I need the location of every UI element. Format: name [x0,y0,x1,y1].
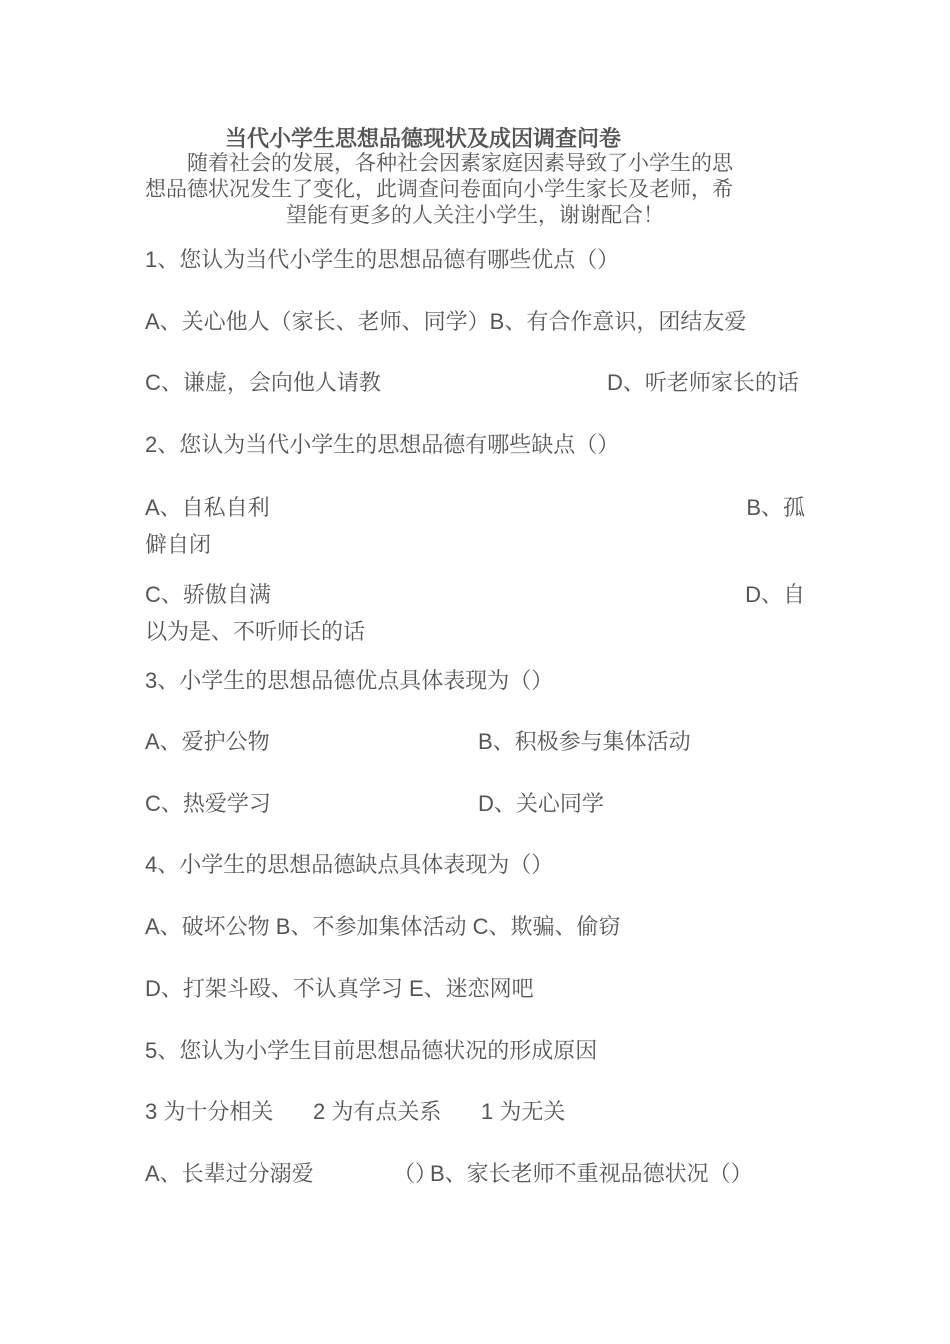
q3-option-c: C、热爱学习 [145,791,271,816]
scale-1: 1 为无关 [481,1099,566,1124]
q2-options-ab [145,489,805,563]
q3-option-b: B、积极参与集体活动 [478,729,691,754]
q2-option-c: C、骄傲自满 [145,582,271,607]
intro-line-2: 想品德状况发生了变化，此调查问卷面向小学生家长及老师，希 [145,177,733,201]
q2-options-cd [145,576,805,650]
question-4: 4、小学生的思想品德缺点具体表现为（） [145,852,554,877]
question-2: 2、您认为当代小学生的思想品德有哪些缺点（） [145,432,620,457]
document-title: 当代小学生思想品德现状及成因调查问卷 [225,126,622,152]
q4-options-abc: A、破坏公物 B、不参加集体活动 C、欺骗、偷窃 [145,914,621,939]
q4-options-de: D、打架斗殴、不认真学习 E、迷恋网吧 [145,976,534,1001]
q2-option-d-start: D、自 [745,582,805,607]
q2-option-a: A、自私自利 [145,495,270,520]
q2-option-b-start: B、孤 [746,495,805,520]
q3-option-d: D、关心同学 [478,791,604,816]
question-3: 3、小学生的思想品德优点具体表现为（） [145,668,554,693]
scale-3: 3 为十分相关 [145,1099,274,1124]
q1-option-c: C、谦虚，会向他人请教 [145,370,381,395]
q1-options-ab: A、关心他人（家长、老师、同学）B、有合作意识，团结友爱 [145,309,747,334]
q5-option-b: B、家长老师不重视品德状况（） [430,1161,753,1186]
q5-option-a: A、长辈过分溺爱 [145,1161,314,1186]
q2-option-d-end: 以为是、不听师长的话 [145,619,366,644]
q5-option-a-blank: （） [393,1161,438,1186]
intro-paragraph [145,150,805,228]
question-1: 1、您认为当代小学生的思想品德有哪些优点（） [145,247,620,272]
intro-line-3: 望能有更多的人关注小学生，谢谢配合！ [286,203,664,227]
q3-option-a: A、爱护公物 [145,729,270,754]
question-5: 5、您认为小学生目前思想品德状况的形成原因 [145,1038,598,1063]
q2-option-b-end: 僻自闭 [145,532,212,557]
scale-2: 2 为有点关系 [313,1099,442,1124]
q1-option-d: D、听老师家长的话 [607,370,799,395]
intro-line-1: 随着社会的发展，各种社会因素家庭因素导致了小学生的思 [187,151,733,175]
